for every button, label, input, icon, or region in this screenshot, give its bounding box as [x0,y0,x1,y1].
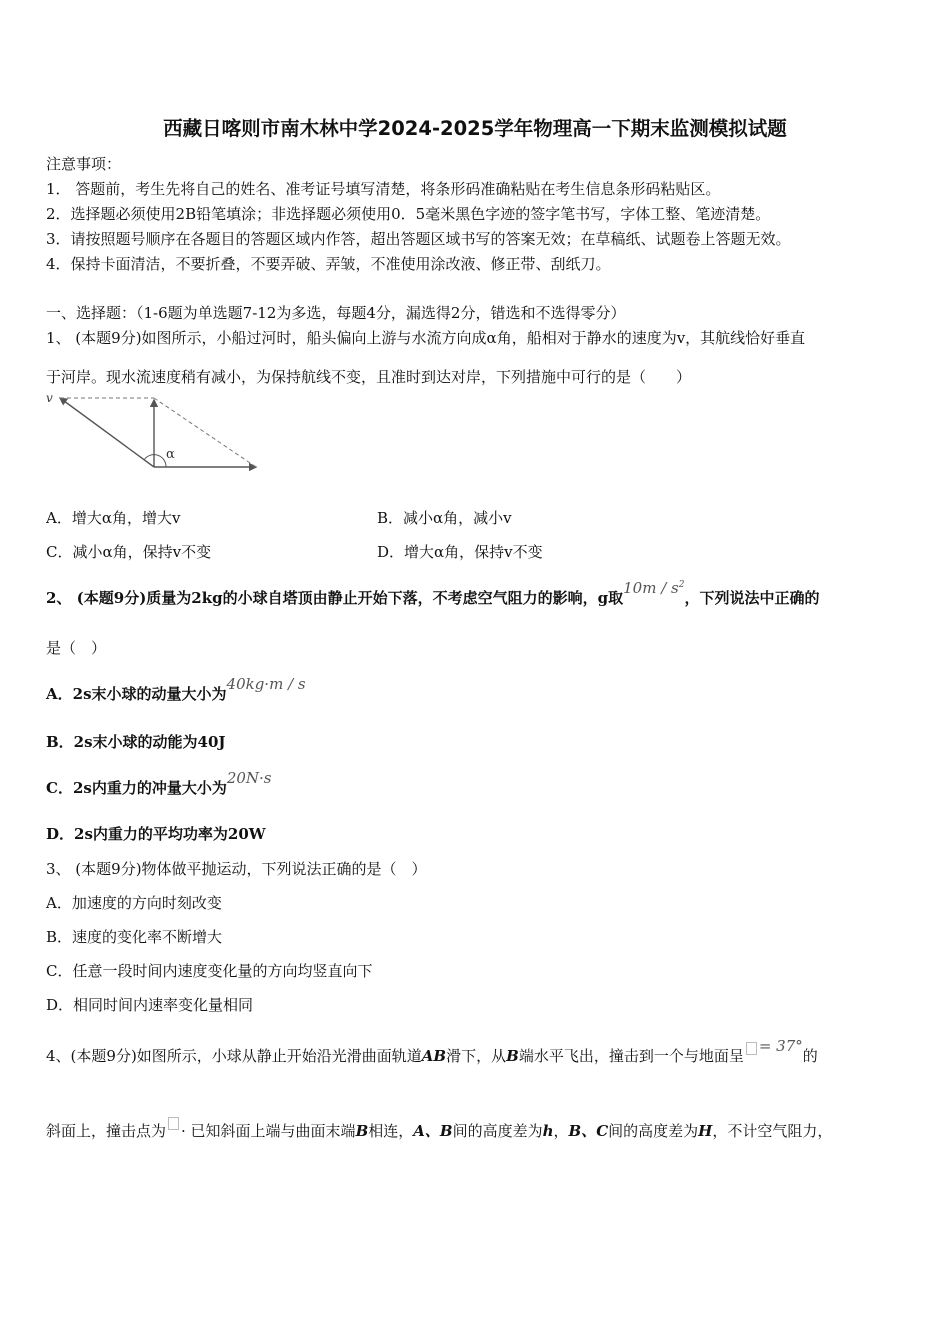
q1-stem-line2: 于河岸。现水流速度稍有减小，为保持航线不变，且准时到达对岸，下列措施中可行的是（ ） [46,368,692,386]
q2-stem-pre: 2、 (本题9分)质量为2kg的小球自塔顶由静止开始下落，不考虑空气阻力的影响，g取 [46,589,624,607]
q4-line1-mid1: 滑下，从 [446,1047,507,1065]
q4-h: h [542,1122,554,1140]
q4-line2-mid: · 已知斜面上端与曲面末端 [181,1122,356,1140]
q4-line2-mid5: 间的高度差为 [608,1122,699,1140]
q2-option-c [46,769,272,798]
q1-option-a: A．增大α角，增大v [46,509,181,527]
q4-angle: = 37° [758,1037,803,1055]
q3-option-d: D．相同时间内速率变化量相同 [46,996,254,1014]
q4-H: H [698,1122,713,1140]
q1-option-c: C．减小α角，保持v不变 [46,543,212,561]
q2-option-a [46,675,306,704]
q2-stem-line1 [46,579,820,608]
notice-item-1: 1． 答题前，考生先将自己的姓名、准考证号填写清楚，将条形码准确粘贴在考生信息条形码粘贴区。 [46,180,721,198]
alpha-label: α [166,447,175,462]
g-value-sup: 2 [678,580,685,590]
q1-option-b: B．减小α角，减小v [377,509,512,527]
q4-line2-mid4: ， [553,1122,569,1140]
q4-line2-mid2: 相连， [368,1122,414,1140]
q2-option-c-text: C．2s内重力的冲量大小为 [46,779,227,797]
notice-item-4: 4．保持卡面清洁，不要折叠，不要弄破、弄皱，不准使用涂改液、修正带、刮纸刀。 [46,255,611,273]
q4-a-b: A、B [413,1122,453,1140]
q3-option-c: C．任意一段时间内速度变化量的方向均竖直向下 [46,962,373,980]
v-label: v [46,391,53,405]
q2-option-c-math: 20N·s [226,769,272,787]
page-title: 西藏日喀则市南木林中学2024-2025学年物理高一下期末监测模拟试题 [163,117,787,140]
q1-stem-line1: 1、 (本题9分)如图所示，小船过河时，船头偏向上游与水流方向成α角，船相对于静水的速度为v，其航线恰好垂直 [46,329,806,347]
q2-option-a-text: A．2s末小球的动量大小为 [46,685,227,703]
q4-line2-pre: 斜面上，撞击点为 [46,1122,167,1140]
q3-stem: 3、 (本题9分)物体做平抛运动，下列说法正确的是（ ） [46,860,427,878]
q3-option-a: A．加速度的方向时刻改变 [46,894,222,912]
q4-b2: B [355,1122,369,1140]
q4-b-c: B、C [568,1122,609,1140]
q2-g-value [623,579,684,597]
q4-stem-line2 [46,1117,832,1141]
q4-line2-mid3: 间的高度差为 [452,1122,543,1140]
q2-option-a-math: 40kg·m / s [226,675,306,693]
q3-option-b: B．速度的变化率不断增大 [46,928,223,946]
section-heading: 一、选择题：（1-6题为单选题7-12为多选，每题4分，漏选得2分，错选和不选得零分） [46,304,626,322]
angle-arc [144,455,166,467]
q1-figure [44,390,260,472]
q4-b: B [506,1047,519,1065]
q2-option-b: B．2s末小球的动能为40J [46,733,226,751]
g-value-text: 10m / s [623,579,679,597]
notice-heading: 注意事项： [46,155,122,173]
missing-symbol-placeholder-2 [168,1117,179,1130]
q4-line1-post: 的 [802,1047,818,1065]
notice-item-3: 3．请按照题号顺序在各题目的答题区域内作答，超出答题区域书写的答案无效；在草稿纸、试题卷上答题无效。 [46,230,791,248]
q2-stem-post: ，下列说法中正确的 [684,589,820,607]
missing-symbol-placeholder [746,1042,757,1055]
notice-item-2: 2．选择题必须使用2B铅笔填涂；非选择题必须使用0．5毫米黑色字迹的签字笔书写，字体工整、笔迹清楚。 [46,205,771,223]
q2-option-d: D．2s内重力的平均功率为20W [46,825,266,843]
q4-line2-post: ，不计空气阻力， [712,1122,833,1140]
velocity-vector-line [60,398,154,467]
q2-stem-line2: 是（ ） [46,639,107,657]
q4-stem-line1 [46,1037,818,1066]
q4-ab: AB [421,1047,447,1065]
q4-line1-pre: 4、(本题9分)如图所示，小球从静止开始沿光滑曲面轨道 [46,1047,422,1065]
q4-line1-mid2: 端水平飞出，撞击到一个与地面呈 [518,1047,744,1065]
q1-option-d: D．增大α角，保持v不变 [377,543,543,561]
